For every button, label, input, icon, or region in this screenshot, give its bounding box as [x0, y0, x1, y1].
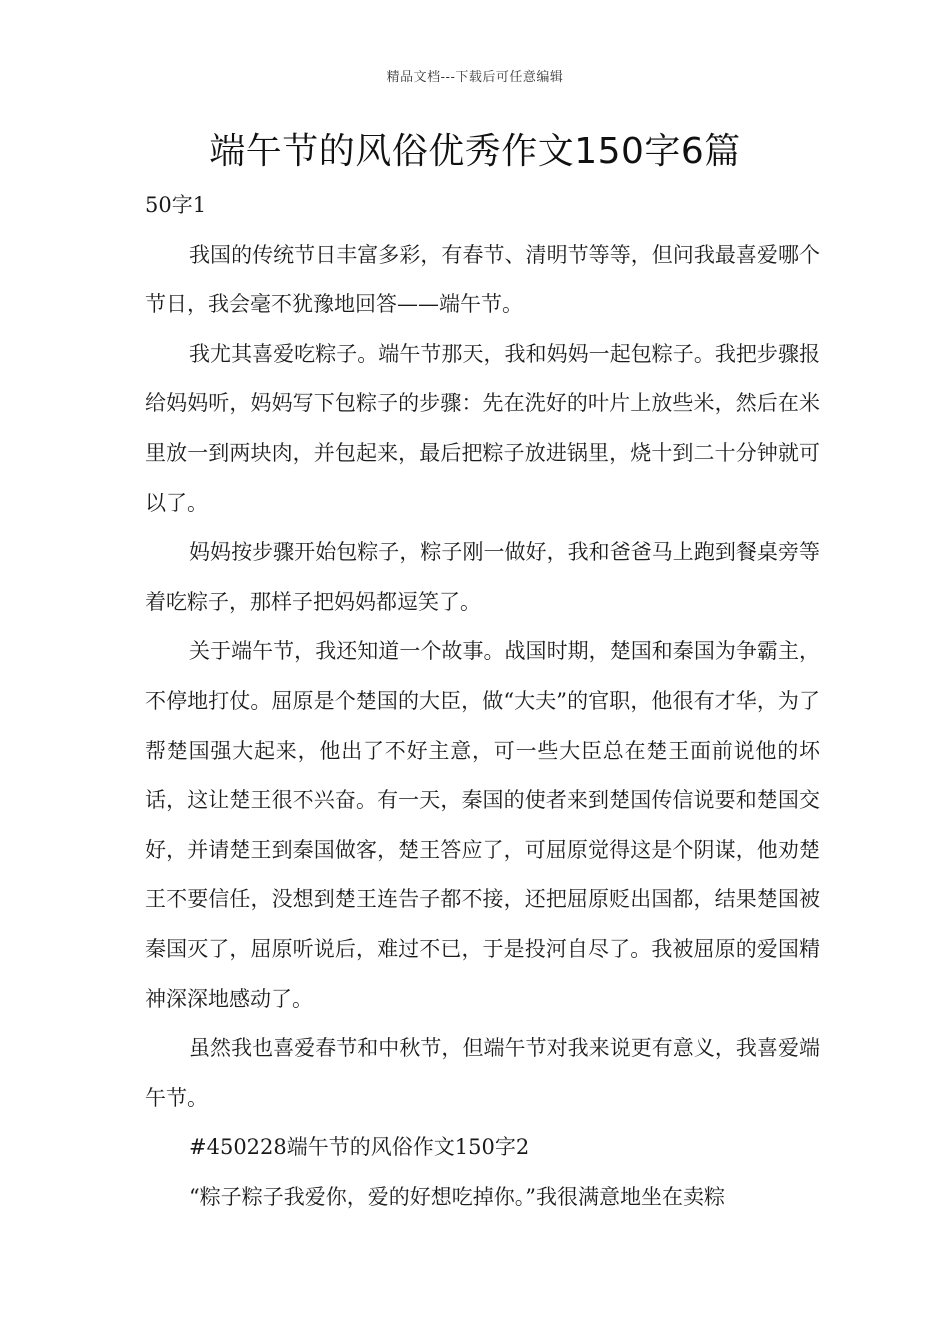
paragraph-section-heading-2: #450228端午节的风俗作文150字2: [189, 1135, 530, 1160]
document-body: [145, 181, 820, 1222]
paragraph: “粽子粽子我爱你，爱的好想吃掉你。”我很满意地坐在卖粽: [189, 1184, 725, 1209]
paragraph: 我国的传统节日丰富多彩，有春节、清明节等等，但问我最喜爱哪个节日，我会毫不犹豫地回答——端午节。: [145, 242, 820, 317]
paragraph-section-label-1: 50字1: [145, 193, 207, 217]
paragraph: 关于端午节，我还知道一个故事。战国时期，楚国和秦国为争霸主，不停地打仗。屈原是个楚国的大臣，做“大夫”的官职，他很有才华，为了帮楚国强大起来，他出了不好主意，可一些大臣总在楚王面前说他的坏话，这让楚王很不兴奋。有一天，秦国的使者来到楚国传信说要和楚国交好，并请楚王到秦国做客，楚王答应了，可屈原觉得这是个阴谋，他劝楚王不要信任，没想到楚王连告子都不接，还把屈原贬出国都，结果楚国被秦国灭了，屈原听说后，难过不已，于是投河自尽了。我被屈原的爱国精神深深地感动了。: [145, 639, 820, 1011]
document-title: 端午节的风俗优秀作文150字6篇: [209, 131, 741, 172]
paragraph: 我尤其喜爱吃粽子。端午节那天，我和妈妈一起包粽子。我把步骤报给妈妈听，妈妈写下包粽子的步骤：先在洗好的叶片上放些米，然后在米里放一到两块肉，并包起来，最后把粽子放进锅里，烧十到二十分钟就可以了。: [145, 341, 820, 515]
paragraph: 虽然我也喜爱春节和中秋节，但端午节对我来说更有意义，我喜爱端午节。: [145, 1036, 820, 1110]
header-note: 精品文档---下载后可任意编辑: [386, 70, 564, 85]
paragraph: 妈妈按步骤开始包粽子，粽子刚一做好，我和爸爸马上跑到餐桌旁等着吃粽子，那样子把妈妈都逗笑了。: [145, 540, 820, 614]
